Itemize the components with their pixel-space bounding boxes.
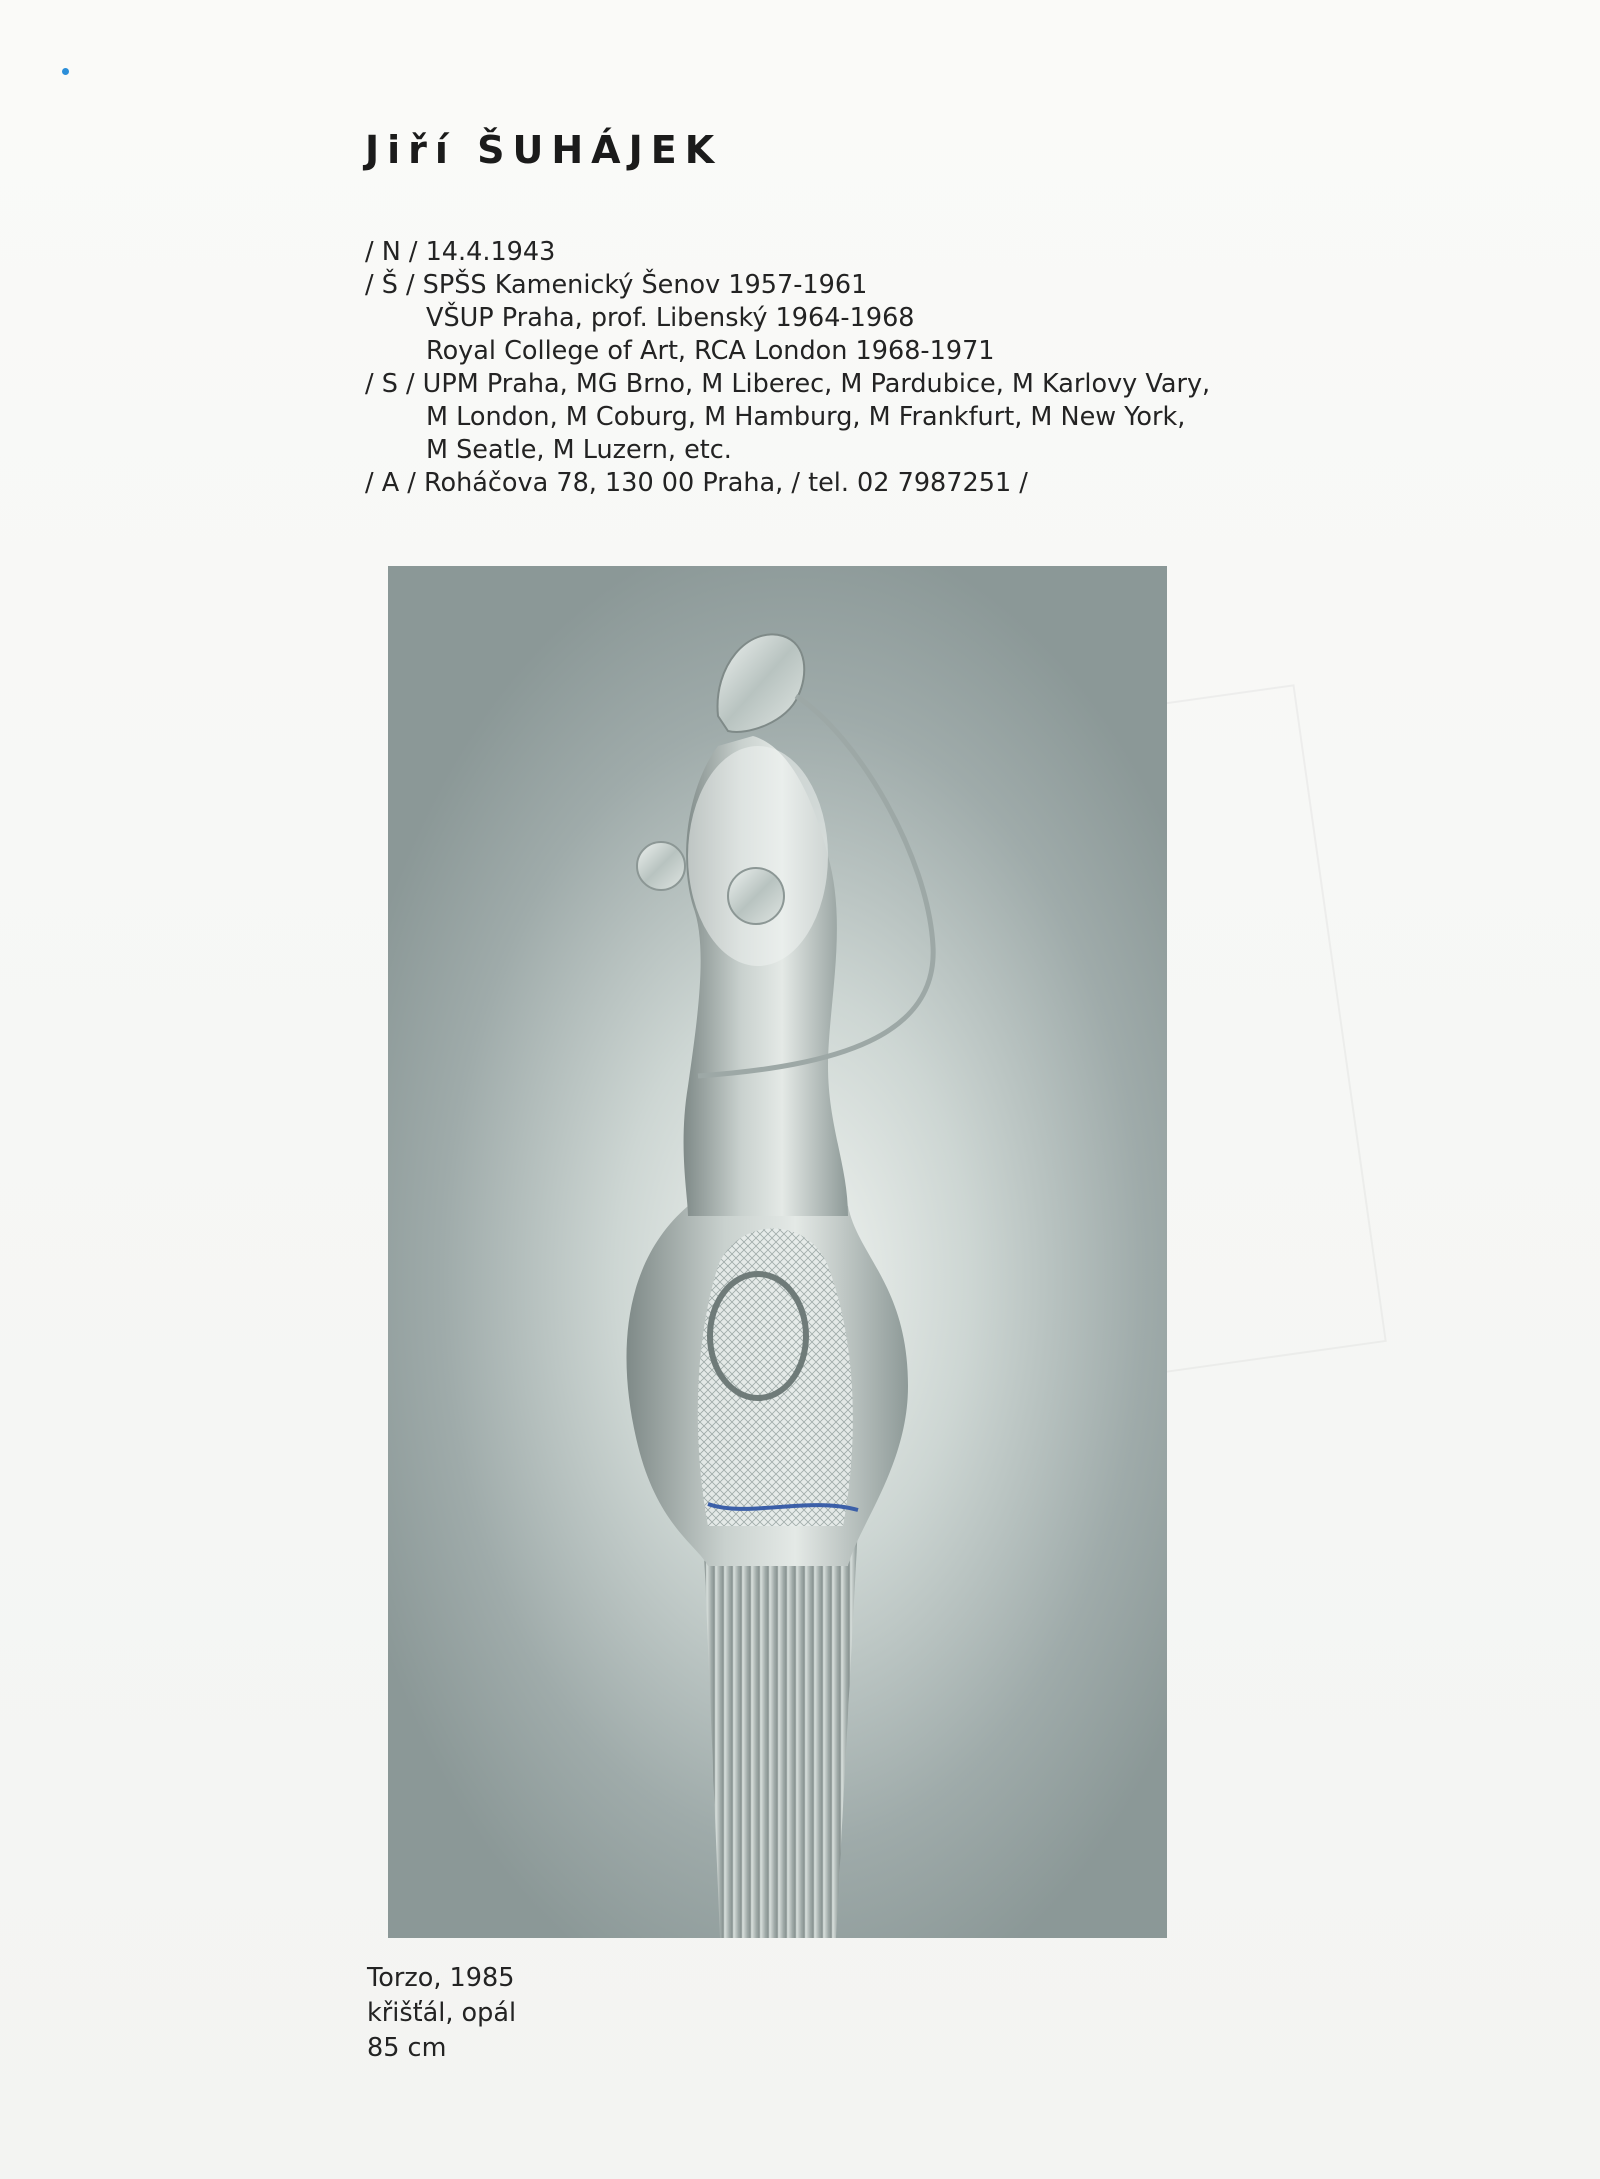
artwork-caption xyxy=(367,1961,516,2066)
artwork-title-year: Torzo, 1985 xyxy=(367,1963,515,1993)
corner-dot-mark xyxy=(62,68,69,75)
artwork-photo xyxy=(388,566,1167,1938)
bio-collections-line-2: M London, M Coburg, M Hamburg, M Frankfurt, M New York, xyxy=(426,402,1186,432)
sculpture-breast-right xyxy=(728,868,784,924)
bio-school-line-1: / Š / SPŠS Kamenický Šenov 1957-1961 xyxy=(365,270,868,300)
sculpture-head xyxy=(718,634,805,732)
glass-sculpture-illustration xyxy=(388,566,1167,1938)
sculpture-stem xyxy=(703,1526,858,1938)
artist-name: Jiří ŠUHÁJEK xyxy=(365,128,723,172)
artwork-size: 85 cm xyxy=(367,2033,447,2063)
bio-school-line-3: Royal College of Art, RCA London 1968-1971 xyxy=(426,336,995,366)
bio-collections-line-3: M Seatle, M Luzern, etc. xyxy=(426,435,732,465)
artist-bio xyxy=(365,236,1210,500)
bio-school-line-2: VŠUP Praha, prof. Libenský 1964-1968 xyxy=(426,303,915,333)
sculpture-breast-left xyxy=(637,842,685,890)
bio-address-line: / A / Roháčova 78, 130 00 Praha, / tel. 02 7987251 / xyxy=(365,468,1028,498)
bio-collections-line-1: / S / UPM Praha, MG Brno, M Liberec, M Pardubice, M Karlovy Vary, xyxy=(365,369,1211,399)
bio-birth-line: / N / 14.4.1943 xyxy=(365,237,556,267)
artwork-material: křišťál, opál xyxy=(367,1998,517,2028)
sculpture-chest-highlight xyxy=(688,746,828,966)
